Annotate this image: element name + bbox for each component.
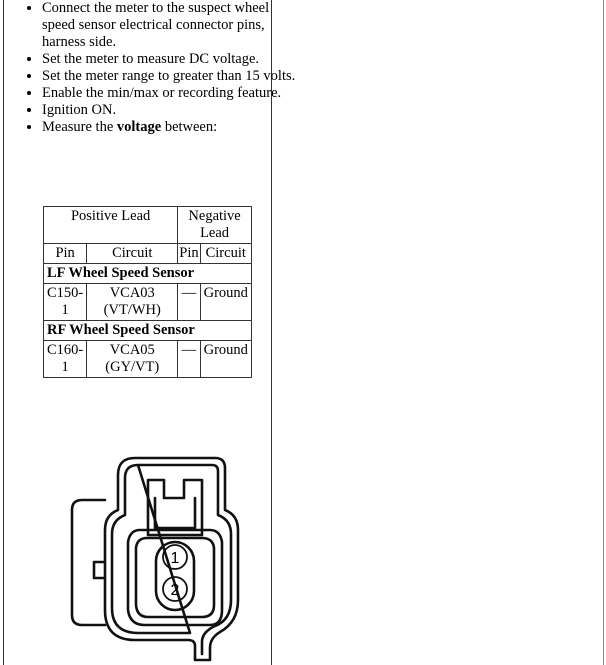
step-item: • Set the meter range to greater than 15 volts. [42,68,302,85]
frame-right-border [603,0,604,665]
section-title-rf: RF Wheel Speed Sensor [44,321,252,341]
table-row [44,284,252,321]
step-prefix: Measure the [42,119,117,135]
positive-lead-header: Positive Lead [44,207,178,244]
neg-circuit-cell: Ground [200,341,251,378]
step-item: • Ignition ON. [42,102,302,119]
pin-1-label: 1 [170,550,180,567]
voltage-measurement-table [43,206,252,378]
frame-left-border [3,0,4,665]
neg-pin-header: Pin [178,244,200,264]
neg-circuit-cell: Ground [200,284,251,321]
step-suffix: between: [161,119,218,135]
pin-cell: C150-1 [44,284,87,321]
step-bold: voltage [116,119,162,135]
circuit-cell: VCA03 (VT/WH) [87,284,178,321]
circuit-cell: VCA05 (GY/VT) [87,341,178,378]
step-item-measure [42,119,302,136]
negative-lead-header: Negative Lead [178,207,252,244]
step-item: • Enable the min/max or recording feature. [42,85,302,102]
pin-header: Pin [44,244,87,264]
connector-face-diagram [60,450,250,665]
pin-cell: C160-1 [44,341,87,378]
step-item: • Connect the meter to the suspect wheel speed sensor electrical connector pins, harness side. [42,0,302,51]
neg-pin-cell: — [178,341,200,378]
table-row [44,341,252,378]
procedure-steps [14,0,302,136]
step-item: • Set the meter to measure DC voltage. [42,51,302,68]
section-title-lf: LF Wheel Speed Sensor [44,264,252,284]
neg-pin-cell: — [178,284,200,321]
neg-circuit-header: Circuit [200,244,251,264]
circuit-header: Circuit [87,244,178,264]
pin-2-label: 2 [170,582,180,599]
